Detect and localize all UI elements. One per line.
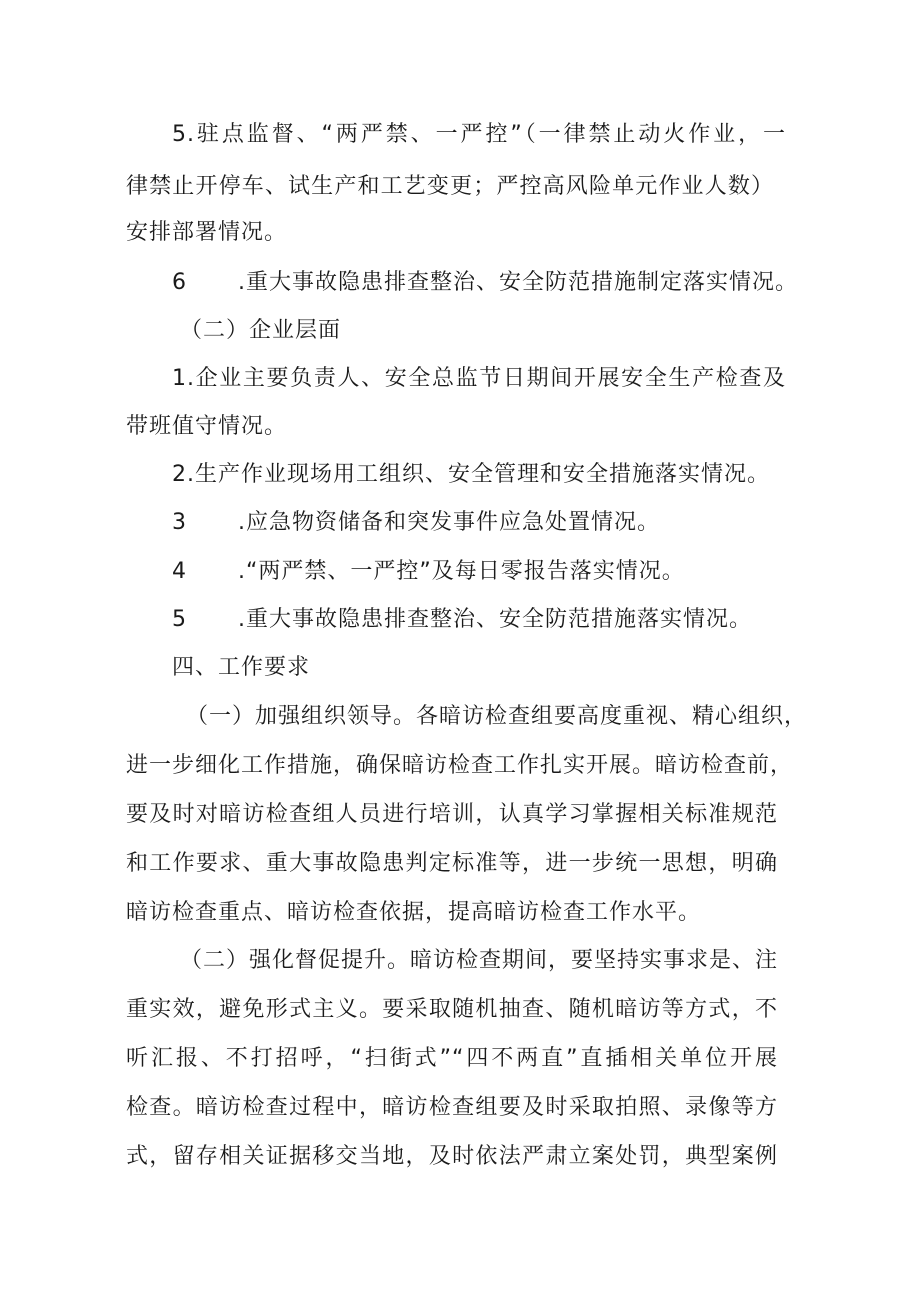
ent-item1-line1: [172, 364, 786, 394]
para2-line1: （二）强化督促提升。暗访检查期间，要坚持实事求是、注: [180, 948, 779, 973]
gov-item5-number: 5: [172, 122, 187, 147]
ent-item4-text: .“两严禁、一严控”及每日零报告落实情况。: [238, 559, 685, 584]
ent-item1-line2: 带班值守情况。: [126, 414, 288, 439]
para1-line4: 和工作要求、重大事故隐患判定标准等，进一步统一思想，明确: [126, 851, 778, 876]
enterprise-heading: （二）企业层面: [180, 318, 342, 343]
ent-item3: [172, 508, 852, 538]
ent-item5: [172, 605, 852, 635]
para1-line1: （一）加强组织领导。各暗访检查组要高度重视、精心组织，: [186, 704, 808, 729]
para2-line4: 检查。暗访检查过程中，暗访检查组要及时采取拍照、录像等方: [126, 1095, 778, 1120]
ent-item5-text: .重大事故隐患排查整治、安全防范措施落实情况。: [238, 607, 752, 632]
gov-item5-line1: [172, 120, 786, 150]
ent-item2-text: .生产作业现场用工组织、安全管理和安全措施落实情况。: [187, 462, 770, 487]
gov-item6-number: 6: [172, 270, 187, 295]
para2-line3: 听汇报、不打招呼，“扫街式”“四不两直”直插相关单位开展: [126, 1046, 778, 1071]
section4-heading: 四、工作要求: [172, 655, 311, 680]
para2-line5: 式，留存相关证据移交当地，及时依法严肃立案处罚，典型案例: [126, 1144, 778, 1169]
para1-line5: 暗访检查重点、暗访检查依据，提高暗访检查工作水平。: [126, 900, 702, 925]
ent-item3-number: 3: [172, 510, 187, 535]
ent-item3-text: .应急物资储备和突发事件应急处置情况。: [238, 510, 660, 535]
ent-item4: [172, 557, 852, 587]
ent-item1-number: 1: [172, 366, 187, 391]
gov-item6: [172, 268, 852, 298]
ent-item5-number: 5: [172, 607, 187, 632]
gov-item5-line2: 律禁止开停车、试生产和工艺变更；严控高风险单元作业人数）: [126, 174, 774, 199]
ent-item1-text1: .企业主要负责人、安全总监节日期间开展安全生产检查及: [187, 366, 786, 391]
gov-item5-text1: .驻点监督、“两严禁、一严控”（一律禁止动火作业，一: [187, 122, 786, 147]
para2-line2: 重实效，避免形式主义。要采取随机抽查、随机暗访等方式，不: [126, 997, 778, 1022]
ent-item4-number: 4: [172, 559, 187, 584]
para1-line3: 要及时对暗访检查组人员进行培训，认真学习掌握相关标准规范: [126, 802, 778, 827]
gov-item5-line3: 安排部署情况。: [126, 220, 288, 245]
ent-item2: [172, 460, 852, 490]
para1-line2: 进一步细化工作措施，确保暗访检查工作扎实开展。暗访检查前，: [126, 753, 794, 778]
gov-item6-text: .重大事故隐患排查整治、安全防范措施制定落实情况。: [238, 270, 798, 295]
ent-item2-number: 2: [172, 462, 187, 487]
